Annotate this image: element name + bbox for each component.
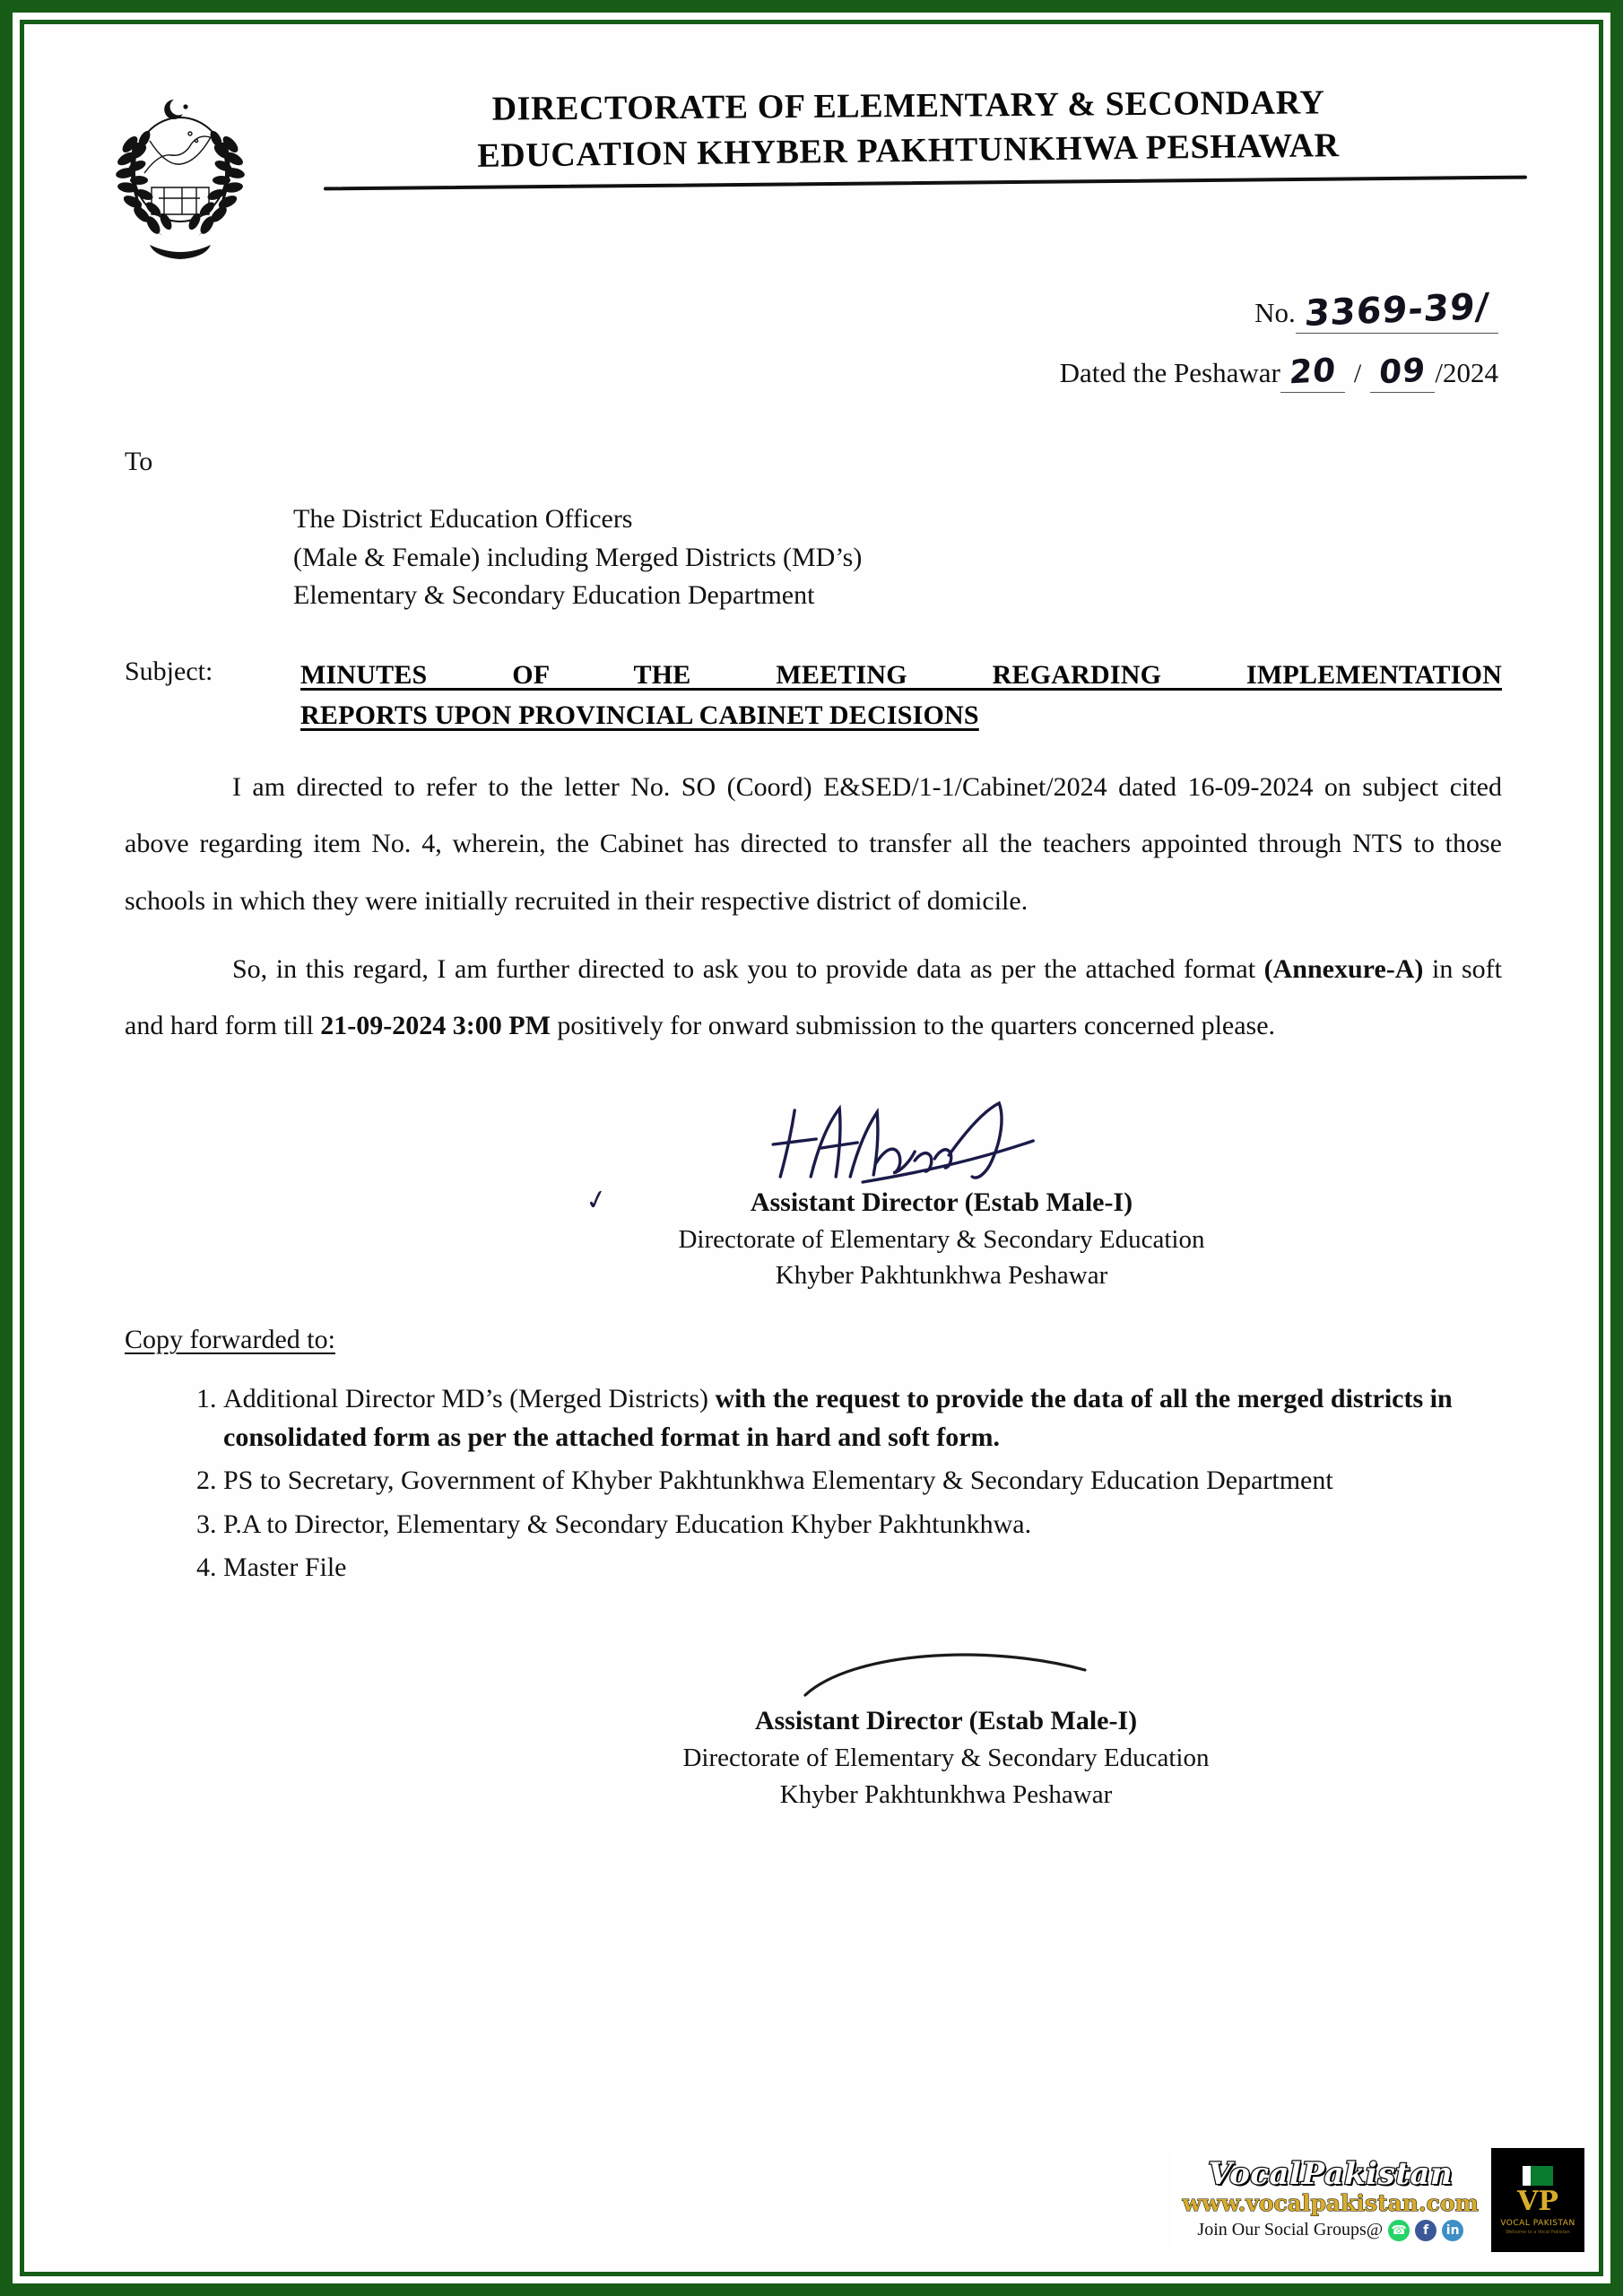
handwritten-signature-icon bbox=[284, 1098, 1599, 1184]
to-label: To bbox=[125, 447, 153, 476]
copy-item-3-normal: P.A to Director, Elementary & Secondary Education Khyber Pakhtunkhwa. bbox=[223, 1509, 1032, 1539]
watermark-logo-caption: VOCAL PAKISTAN bbox=[1500, 2218, 1575, 2228]
signature-block-bottom bbox=[24, 1647, 1599, 1813]
dated-month-field bbox=[1370, 353, 1435, 393]
list-item bbox=[223, 1380, 1502, 1457]
signature-bottom-title: Assistant Director (Estab Male-I) bbox=[754, 1705, 1138, 1735]
list-item bbox=[223, 1462, 1502, 1500]
khyber-pakhtunkhwa-government-emblem-icon bbox=[103, 87, 257, 266]
watermark-social-text: Join Our Social Groups@ bbox=[1197, 2220, 1384, 2240]
linkedin-icon[interactable]: in bbox=[1442, 2220, 1463, 2241]
dated-month-handwritten: 09 bbox=[1377, 352, 1428, 392]
body-paragraph-1: I am directed to refer to the letter No. SO (Coord) E&SED/1-1/Cabinet/2024 dated 16-09-2024 on subject cited above regarding item No. 4, wherein, the Cabinet has directed to transfer all the teachers appointed through NTS to those schools in which they were initially recruited in their respective district of domicile. bbox=[125, 771, 1502, 916]
signature-block-top bbox=[24, 1098, 1599, 1294]
approval-tick-icon: ✓ bbox=[582, 1183, 612, 1218]
letter-body bbox=[24, 735, 1599, 1055]
watermark-text-panel bbox=[1172, 2148, 1491, 2252]
reference-date-row bbox=[24, 353, 1498, 393]
p2-annexure: (Annexure-A) bbox=[1263, 953, 1424, 984]
letterhead-text bbox=[257, 80, 1527, 185]
dated-day-field bbox=[1280, 353, 1345, 393]
reference-block bbox=[24, 266, 1599, 393]
watermark-url[interactable]: www.vocalpakistan.com bbox=[1182, 2190, 1479, 2217]
body-paragraph-2 bbox=[125, 941, 1502, 1055]
watermark-brand: VocalPakistan bbox=[1208, 2156, 1454, 2193]
p2-part2: in soft and hard form till bbox=[125, 953, 1502, 1041]
subject-text bbox=[300, 655, 1502, 735]
watermark-social-row bbox=[1197, 2220, 1463, 2241]
no-value-field bbox=[1296, 285, 1498, 335]
page-inner-border bbox=[20, 20, 1603, 2276]
signature-bottom-line-3: Khyber Pakhtunkhwa Peshawar bbox=[779, 1779, 1113, 1809]
recipient-line-2: (Male & Female) including Merged Districts (MD’s) bbox=[293, 542, 863, 572]
reference-number-row bbox=[24, 285, 1498, 335]
vocalpakistan-watermark bbox=[1172, 2148, 1584, 2252]
copy-item-1-normal: Additional Director MD’s (Merged Districts) bbox=[223, 1383, 716, 1413]
recipient-line-3: Elementary & Secondary Education Department bbox=[293, 580, 815, 611]
whatsapp-icon[interactable]: ☎ bbox=[1388, 2220, 1410, 2241]
dated-day-handwritten: 20 bbox=[1288, 352, 1338, 392]
p2-part3: positively for onward submission to the quarters concerned please. bbox=[550, 1011, 1276, 1041]
org-title-line-1: DIRECTORATE OF ELEMENTARY & SECONDARY bbox=[491, 83, 1325, 128]
list-item bbox=[223, 1506, 1502, 1544]
no-label: No. bbox=[1254, 297, 1296, 328]
p2-deadline: 21-09-2024 3:00 PM bbox=[320, 1011, 551, 1041]
signature-arc-stroke-icon bbox=[293, 1647, 1599, 1702]
letterhead bbox=[24, 24, 1599, 266]
pakistan-flag-icon bbox=[1523, 2166, 1553, 2186]
watermark-logo-mark: VP bbox=[1517, 2185, 1558, 2217]
signature-bottom-line-2: Directorate of Elementary & Secondary Education bbox=[682, 1743, 1210, 1772]
watermark-logo-panel bbox=[1491, 2148, 1584, 2252]
copy-forwarded-list bbox=[24, 1355, 1599, 1587]
subject-label: Subject: bbox=[125, 656, 213, 686]
document-paper bbox=[24, 24, 1599, 2272]
no-value-handwritten: 3369-39/ bbox=[1303, 285, 1491, 335]
subject-line-2: REPORTS UPON PROVINCIAL CABINET DECISIONS bbox=[300, 700, 979, 730]
signature-top-title: Assistant Director (Estab Male-I) bbox=[750, 1187, 1133, 1217]
recipient-address bbox=[24, 477, 1599, 615]
list-item bbox=[223, 1549, 1502, 1587]
subject-row bbox=[24, 615, 1599, 735]
p2-part1: So, in this regard, I am further directed to ask you to provide data as per the attached format bbox=[232, 953, 1264, 984]
copy-item-1-bold: with the request to provide the data of all the merged districts in consolidated form as per the attached format in hard and soft form. bbox=[223, 1383, 1453, 1452]
copy-item-4-normal: Master File bbox=[223, 1552, 347, 1583]
copy-forwarded-heading bbox=[24, 1294, 335, 1355]
dated-year: /2024 bbox=[1435, 357, 1498, 388]
recipient-line-1: The District Education Officers bbox=[293, 504, 633, 534]
signature-top-line-2: Directorate of Elementary & Secondary Education bbox=[678, 1224, 1205, 1254]
subject-line-1: MINUTES OF THE MEETING REGARDING IMPLEMENTATION bbox=[300, 659, 1502, 690]
org-title-line-2: EDUCATION KHYBER PAKHTUNKHWA PESHAWAR bbox=[477, 126, 1340, 176]
copy-forwarded-heading-text: Copy forwarded to: bbox=[125, 1324, 335, 1354]
dated-label: Dated the Peshawar bbox=[1059, 357, 1280, 388]
copy-item-2-normal: PS to Secretary, Government of Khyber Pakhtunkhwa Elementary & Secondary Education Department bbox=[223, 1465, 1333, 1496]
date-separator-1: / bbox=[1353, 359, 1362, 388]
signature-top-line-3: Khyber Pakhtunkhwa Peshawar bbox=[775, 1261, 1108, 1291]
watermark-logo-sub: Welcome to a Vocal Pakistan bbox=[1506, 2229, 1570, 2235]
facebook-icon[interactable]: f bbox=[1415, 2220, 1436, 2241]
